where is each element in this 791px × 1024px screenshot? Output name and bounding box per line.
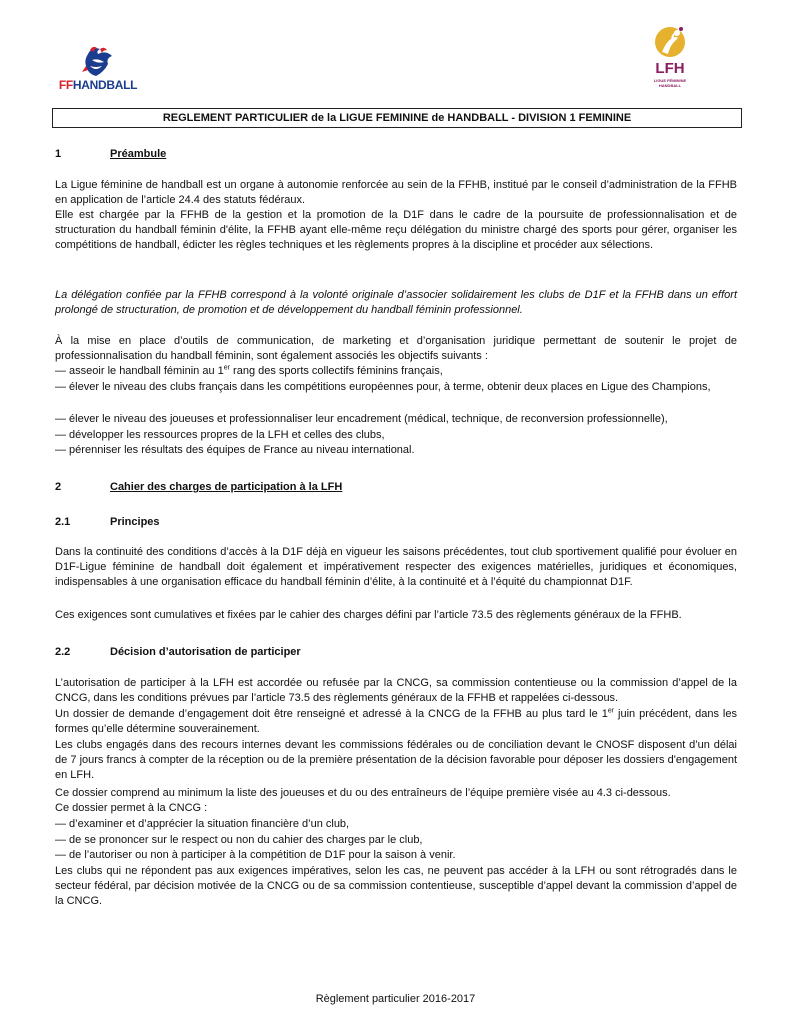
paragraph-text: Un dossier de demande d’engagement doit être renseigné et adressé à la CNCG de la FFHB au plus tard le 1 — [55, 708, 608, 720]
section-title: Préambule — [110, 148, 167, 160]
decision-paragraph-6: Les clubs qui ne répondent pas aux exigences impératives, selon les cas, ne peuvent pas accéder à la LFH ou sont rétrogradés dans le secteur fédéral, par décision motivée de la CNCG ou de sa commission contentieuse, susceptible d’appel devant la commission d’appel de la CNCG. — [55, 865, 737, 907]
objective-item: — élever le niveau des clubs français dans les compétitions européennes pour, à terme, obtenir deux places en Ligue des Champions, — [55, 381, 711, 393]
section-number: 2 — [55, 481, 62, 493]
ffhb-logo — [58, 46, 138, 94]
decision-paragraph-4: Ce dossier comprend au minimum la liste des joueuses et du ou des entraîneurs de l’équipe première visée au 4.3 ci-dessous. — [55, 787, 671, 799]
section-number: 2.1 — [55, 516, 71, 528]
lfh-logo-text: LFH — [655, 60, 685, 77]
preambule-paragraph-objectives: À la mise en place d’outils de communication, de marketing et d’organisation juridique permettant de soutenir le projet de professionnalisation du handball féminin, sont également associés les objectifs suivants : — [55, 335, 737, 362]
objective-item: — pérenniser les résultats des équipes de France au niveau international. — [55, 444, 415, 456]
section-2-2-heading — [55, 645, 301, 660]
decision-paragraph-3: Les clubs engagés dans des recours internes devant les commissions fédérales ou de conciliation devant le CNOSF disposent d’un délai de 7 jours francs à compter de la réception ou de la première présentation de la décision favorable pour déposer les dossiers d'engagement en LFH. — [55, 739, 737, 781]
section-title: Principes — [110, 516, 160, 528]
objective-text: rang des sports collectifs féminins français, — [230, 365, 443, 377]
lfh-logo-subtitle: LIGUE FÉMININE HANDBALL — [653, 78, 687, 88]
ffhb-logo-text-handball: HANDBALL — [72, 78, 138, 92]
section-title: Décision d’autorisation de participer — [110, 646, 301, 658]
decision-paragraph-2 — [55, 707, 737, 737]
ffhb-logo-text-ff: FF — [58, 78, 73, 92]
rooster-icon — [78, 46, 118, 80]
preambule-paragraph-2: Elle est chargée par la FFHB de la gestion et la promotion de la D1F dans le cadre de la poursuite de professionnalisation et de structuration du handball féminin d'élite, la FFHB ayant elle-même reçu délégation du ministre chargé des sports pour gérer, organiser les compétitions de handball, édicter les règles techniques et les règlements propres à la discipline et procéder aux sélections. — [55, 209, 737, 251]
paragraph-text: juin précédent, dans les formes qu’elle détermine souverainement. — [55, 708, 737, 735]
superscript: er — [607, 707, 615, 715]
decision-paragraph-1: L’autorisation de participer à la LFH est accordée ou refusée par la CNCG, sa commission contentieuse ou la commission d’appel de la CNCG, dans les conditions prévues par l’article 73.5 des règlements généraux de la FFHB et rappelées ci-dessous. — [55, 677, 737, 704]
objective-item: — élever le niveau des joueuses et professionnaliser leur encadrement (médical, technique, de reconversion professionnelle), — [55, 413, 668, 425]
section-number: 2.2 — [55, 646, 71, 658]
decision-list-item: — de se prononcer sur le respect ou non du cahier des charges par le club, — [55, 834, 423, 846]
superscript: er — [223, 364, 230, 372]
decision-list-item: — d’examiner et d’apprécier la situation financière d’un club, — [55, 818, 350, 830]
section-number: 1 — [55, 148, 62, 160]
section-2-heading — [55, 480, 342, 495]
preambule-paragraph-1: La Ligue féminine de handball est un organe à autonomie renforcée au sein de la FFHB, institué par le conseil d’administration de la FFHB en application de l’article 24.4 des statuts fédéraux. — [55, 179, 737, 206]
section-2-1-heading — [55, 515, 160, 530]
page-footer: Règlement particulier 2016-2017 — [315, 993, 476, 1005]
lfh-logo — [646, 26, 694, 96]
objective-item — [55, 364, 737, 379]
preambule-paragraph-italic: La délégation confiée par la FFHB correspond à la volonté originale d’associer solidairement les clubs de D1F et la FFHB dans un effort prolongé de structuration, de promotion et de développement du handball féminin professionnel. — [55, 289, 737, 316]
section-1-heading — [55, 147, 166, 162]
document-title: REGLEMENT PARTICULIER de la LIGUE FEMININE de HANDBALL - DIVISION 1 FEMININE — [52, 108, 742, 128]
handball-player-icon — [652, 26, 688, 60]
objective-item: — développer les ressources propres de la LFH et celles des clubs, — [55, 429, 385, 441]
objective-text: — asseoir le handball féminin au 1 — [55, 365, 224, 377]
principes-paragraph-1: Dans la continuité des conditions d’accès à la D1F déjà en vigueur les saisons précédentes, tout club sportivement qualifié pour évoluer en D1F-Ligue féminine de handball doit également et impérativement respecter des exigences matérielles, juridiques et économiques, indispensables à une organisation efficace du handball féminin d’élite, à la continuité et à l’équité du championnat D1F. — [55, 546, 737, 588]
section-title: Cahier des charges de participation à la LFH — [110, 481, 343, 493]
decision-list-item: — de l’autoriser ou non à participer à la compétition de D1F pour la saison à venir. — [55, 849, 456, 861]
decision-paragraph-5: Ce dossier permet à la CNCG : — [55, 802, 208, 814]
principes-paragraph-2: Ces exigences sont cumulatives et fixées par le cahier des charges défini par l’article 73.5 des règlements généraux de la FFHB. — [55, 609, 682, 621]
